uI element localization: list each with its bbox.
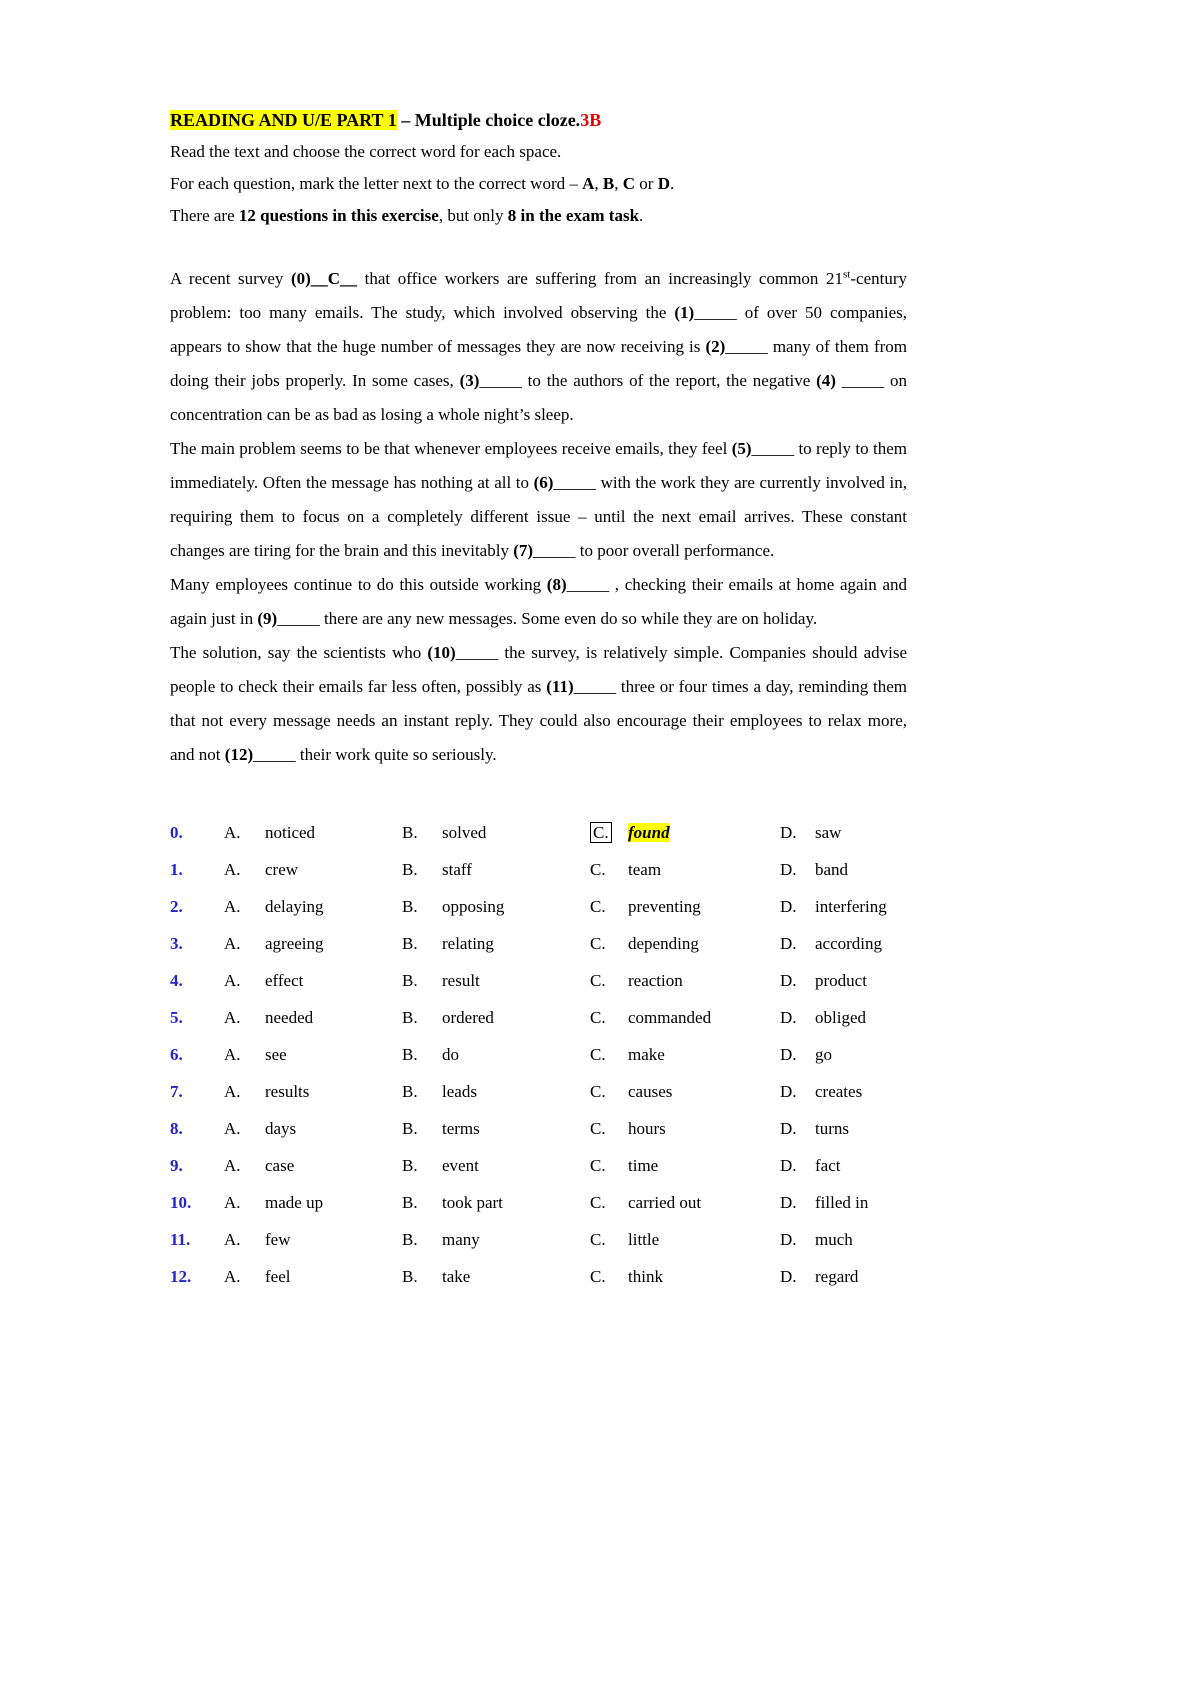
- option-text: hours: [628, 1119, 666, 1138]
- option-letter: C.: [590, 1082, 606, 1101]
- option-letter: D.: [780, 1267, 797, 1286]
- option-letter: [590, 814, 628, 851]
- option-text: few: [265, 1230, 291, 1249]
- text-segment: _____: [253, 745, 296, 764]
- option-text: leads: [442, 1082, 477, 1101]
- text-segment: .: [639, 206, 644, 225]
- option-text: case: [265, 1156, 295, 1175]
- option-letter: C.: [590, 860, 606, 879]
- option-text: results: [265, 1082, 310, 1101]
- question-number: 11.: [170, 1230, 191, 1249]
- option-letter: D.: [780, 1193, 797, 1212]
- option-text: regard: [815, 1267, 859, 1286]
- option-letter: A.: [224, 1045, 241, 1064]
- option-text: turns: [815, 1119, 849, 1138]
- option-text: see: [265, 1045, 287, 1064]
- text-segment: _____: [835, 371, 885, 390]
- option-row: [170, 1073, 907, 1110]
- boxed-answer-letter: C.: [590, 822, 612, 843]
- option-text: agreeing: [265, 934, 324, 953]
- text-segment: _____: [533, 541, 576, 560]
- option-letter: B.: [402, 1230, 418, 1249]
- text-segment: (8): [546, 575, 567, 594]
- text-segment: _____: [479, 371, 522, 390]
- text-segment: of over 50 companies, appears to show that the huge number of messages they are now receiving is: [170, 303, 907, 356]
- option-row: [170, 888, 907, 925]
- option-row: [170, 1110, 907, 1147]
- option-text: filled in: [815, 1193, 869, 1212]
- text-segment: C: [622, 174, 636, 193]
- text-segment: _____: [566, 575, 610, 594]
- option-text: reaction: [628, 971, 683, 990]
- option-text: noticed: [265, 823, 316, 842]
- question-number: 10.: [170, 1193, 192, 1212]
- question-number: 12.: [170, 1267, 192, 1286]
- text-segment: The solution, say the scientists who: [170, 643, 428, 662]
- text-segment: _____: [277, 609, 320, 628]
- text-segment: there are any new messages. Some even do so while they are on holiday.: [319, 609, 818, 628]
- text-segment: Read the text and choose the correct word for each space.: [170, 142, 562, 161]
- text-segment: _____: [694, 303, 737, 322]
- text-segment: __C__: [310, 269, 358, 288]
- question-number: 4.: [170, 971, 183, 990]
- option-text: go: [815, 1045, 832, 1064]
- option-letter: C.: [590, 1156, 606, 1175]
- text-segment: .: [669, 174, 675, 193]
- title-highlight: READING AND U/E PART 1: [170, 110, 397, 130]
- text-segment: ,: [594, 174, 603, 193]
- option-letter: D.: [780, 1156, 797, 1175]
- text-segment: that office workers are suffering from an increasingly common 21: [357, 269, 844, 288]
- question-number: 6.: [170, 1045, 183, 1064]
- option-text: [628, 814, 780, 851]
- option-letter: B.: [402, 1156, 418, 1175]
- option-row: [170, 999, 907, 1036]
- option-letter: D.: [780, 1045, 797, 1064]
- passage-paragraph: [170, 432, 907, 568]
- option-letter: A.: [224, 1008, 241, 1027]
- text-segment: (7): [513, 541, 534, 560]
- text-segment: D: [657, 174, 670, 193]
- passage-paragraph: [170, 262, 907, 432]
- question-number: 7.: [170, 1082, 183, 1101]
- option-text: commanded: [628, 1008, 712, 1027]
- text-segment: (12): [224, 745, 254, 764]
- text-segment: , but only: [438, 206, 508, 225]
- option-text: took part: [442, 1193, 503, 1212]
- option-text: make: [628, 1045, 665, 1064]
- option-letter: B.: [402, 1045, 418, 1064]
- title-rest: – Multiple choice cloze.: [396, 110, 581, 130]
- text-segment: There are: [170, 206, 239, 225]
- question-number: 8.: [170, 1119, 183, 1138]
- option-letter: D.: [780, 1008, 797, 1027]
- text-segment: the survey, is relatively simple. Companies should advise people to check their emails far less often, possibly as: [170, 643, 907, 696]
- text-segment: (11): [546, 677, 574, 696]
- option-letter: B.: [402, 860, 418, 879]
- option-text: band: [815, 860, 849, 879]
- text-segment: _____: [455, 643, 499, 662]
- option-text: solved: [442, 823, 487, 842]
- option-text: take: [442, 1267, 471, 1286]
- option-text: much: [815, 1230, 853, 1249]
- option-text: time: [628, 1156, 659, 1175]
- option-letter: A.: [224, 1230, 241, 1249]
- option-letter: B.: [402, 1267, 418, 1286]
- question-number: 0.: [170, 823, 183, 842]
- passage-paragraph: [170, 568, 907, 636]
- text-segment: (10): [427, 643, 456, 662]
- text-segment: (6): [533, 473, 554, 492]
- option-letter: A.: [224, 860, 241, 879]
- option-letter: C.: [590, 971, 606, 990]
- option-text: result: [442, 971, 480, 990]
- option-letter: A.: [224, 1267, 241, 1286]
- option-text: delaying: [265, 897, 324, 916]
- option-letter: C.: [590, 1267, 606, 1286]
- option-letter: B.: [402, 1119, 418, 1138]
- option-letter: A.: [224, 823, 241, 842]
- text-segment: three or four times a day, reminding them that not every message needs an instant reply. They could also encourage their employees to relax more, and not: [170, 677, 907, 764]
- option-letter: D.: [780, 897, 797, 916]
- text-segment: their work quite so seriously.: [295, 745, 497, 764]
- option-letter: B.: [402, 971, 418, 990]
- option-row: [170, 962, 907, 999]
- text-segment: Many employees continue to do this outside working: [170, 575, 547, 594]
- option-letter: C.: [590, 934, 606, 953]
- option-text: needed: [265, 1008, 314, 1027]
- option-letter: B.: [402, 934, 418, 953]
- text-segment: (3): [459, 371, 480, 390]
- option-letter: A.: [224, 1119, 241, 1138]
- text-segment: (4): [816, 371, 836, 390]
- option-text: made up: [265, 1193, 324, 1212]
- text-segment: 8 in the exam task: [507, 206, 640, 225]
- option-row: [170, 1258, 907, 1295]
- option-letter: C.: [590, 897, 606, 916]
- question-number: 9.: [170, 1156, 183, 1175]
- text-segment: many of them from doing their jobs properly. In some cases,: [170, 337, 907, 390]
- option-text: opposing: [442, 897, 505, 916]
- option-letter: A.: [224, 1082, 241, 1101]
- instruction-line: [170, 136, 907, 168]
- option-text: event: [442, 1156, 479, 1175]
- option-row: [170, 851, 907, 888]
- option-letter: C.: [590, 1230, 606, 1249]
- option-letter: B.: [402, 897, 418, 916]
- question-number: 5.: [170, 1008, 183, 1027]
- page-title: [170, 104, 907, 136]
- option-text: product: [815, 971, 867, 990]
- option-text: staff: [442, 860, 472, 879]
- option-letter: D.: [780, 823, 797, 842]
- question-number: 3.: [170, 934, 183, 953]
- option-row: [170, 1184, 907, 1221]
- option-text: relating: [442, 934, 494, 953]
- option-text: interfering: [815, 897, 887, 916]
- option-letter: D.: [780, 1119, 797, 1138]
- option-letter: D.: [780, 1230, 797, 1249]
- text-segment: (1): [674, 303, 695, 322]
- option-text: terms: [442, 1119, 480, 1138]
- text-segment: or: [635, 174, 658, 193]
- option-letter: B.: [402, 823, 418, 842]
- title-tag: 3B: [580, 110, 602, 130]
- option-letter: B.: [402, 1008, 418, 1027]
- option-text: many: [442, 1230, 480, 1249]
- text-segment: _____: [725, 337, 768, 356]
- option-text: creates: [815, 1082, 863, 1101]
- option-letter: A.: [224, 1193, 241, 1212]
- option-text: little: [628, 1230, 660, 1249]
- option-letter: D.: [780, 860, 797, 879]
- option-text: obliged: [815, 1008, 866, 1027]
- text-segment: st: [843, 268, 851, 281]
- text-segment: B: [602, 174, 615, 193]
- option-letter: A.: [224, 934, 241, 953]
- text-segment: For each question, mark the letter next to the correct word –: [170, 174, 583, 193]
- text-segment: to the authors of the report, the negative: [521, 371, 817, 390]
- text-segment: _____: [553, 473, 596, 492]
- option-letter: C.: [590, 1193, 606, 1212]
- document-content: [170, 0, 907, 1295]
- text-segment: to poor overall performance.: [575, 541, 775, 560]
- option-text: saw: [815, 823, 842, 842]
- question-number: 1.: [170, 860, 183, 879]
- option-text: days: [265, 1119, 297, 1138]
- text-segment: on concentration can be as bad as losing a whole night’s sleep.: [170, 371, 907, 424]
- option-letter: B.: [402, 1082, 418, 1101]
- options-table: [170, 814, 907, 1295]
- text-segment: (2): [705, 337, 726, 356]
- option-row: [170, 1036, 907, 1073]
- option-text: ordered: [442, 1008, 494, 1027]
- option-text: do: [442, 1045, 459, 1064]
- option-row: [170, 814, 907, 851]
- text-segment: A: [582, 174, 595, 193]
- option-text: preventing: [628, 897, 701, 916]
- instructions: [170, 136, 907, 232]
- text-segment: -century problem: too many emails. The study, which involved observing the: [170, 269, 907, 322]
- text-segment: (9): [257, 609, 278, 628]
- option-text: causes: [628, 1082, 673, 1101]
- instruction-line: [170, 168, 907, 200]
- option-letter: C.: [590, 1045, 606, 1064]
- text-segment: 12 questions in this exercise: [238, 206, 439, 225]
- text-segment: (5): [731, 439, 752, 458]
- option-letter: A.: [224, 897, 241, 916]
- cloze-passage: [170, 262, 907, 772]
- option-text: according: [815, 934, 883, 953]
- text-segment: ,: [614, 174, 623, 193]
- option-text: fact: [815, 1156, 841, 1175]
- option-letter: A.: [224, 971, 241, 990]
- text-segment: The main problem seems to be that whenever employees receive emails, they feel: [170, 439, 732, 458]
- text-segment: (0): [290, 269, 311, 288]
- question-number: 2.: [170, 897, 183, 916]
- option-text: team: [628, 860, 662, 879]
- option-text: effect: [265, 971, 304, 990]
- option-text: feel: [265, 1267, 291, 1286]
- option-letter: D.: [780, 934, 797, 953]
- option-letter: D.: [780, 971, 797, 990]
- instruction-line: [170, 200, 907, 232]
- option-row: [170, 1221, 907, 1258]
- option-letter: A.: [224, 1156, 241, 1175]
- text-segment: A recent survey: [170, 269, 291, 288]
- text-segment: _____: [751, 439, 795, 458]
- highlighted-answer: found: [628, 823, 670, 842]
- option-row: [170, 1147, 907, 1184]
- passage-paragraph: [170, 636, 907, 772]
- text-segment: to reply to them immediately. Often the message has nothing at all to: [170, 439, 907, 492]
- option-letter: D.: [780, 1082, 797, 1101]
- option-text: depending: [628, 934, 699, 953]
- text-segment: with the work they are currently involved in, requiring them to focus on a completely different issue – until the next email arrives. These constant changes are tiring for the brain and this inevitably: [170, 473, 908, 560]
- option-text: crew: [265, 860, 299, 879]
- option-letter: C.: [590, 1119, 606, 1138]
- option-text: carried out: [628, 1193, 702, 1212]
- text-segment: , checking their emails at home again and again just in: [170, 575, 907, 628]
- text-segment: _____: [573, 677, 617, 696]
- option-letter: C.: [590, 1008, 606, 1027]
- option-row: [170, 925, 907, 962]
- option-letter: B.: [402, 1193, 418, 1212]
- option-text: think: [628, 1267, 663, 1286]
